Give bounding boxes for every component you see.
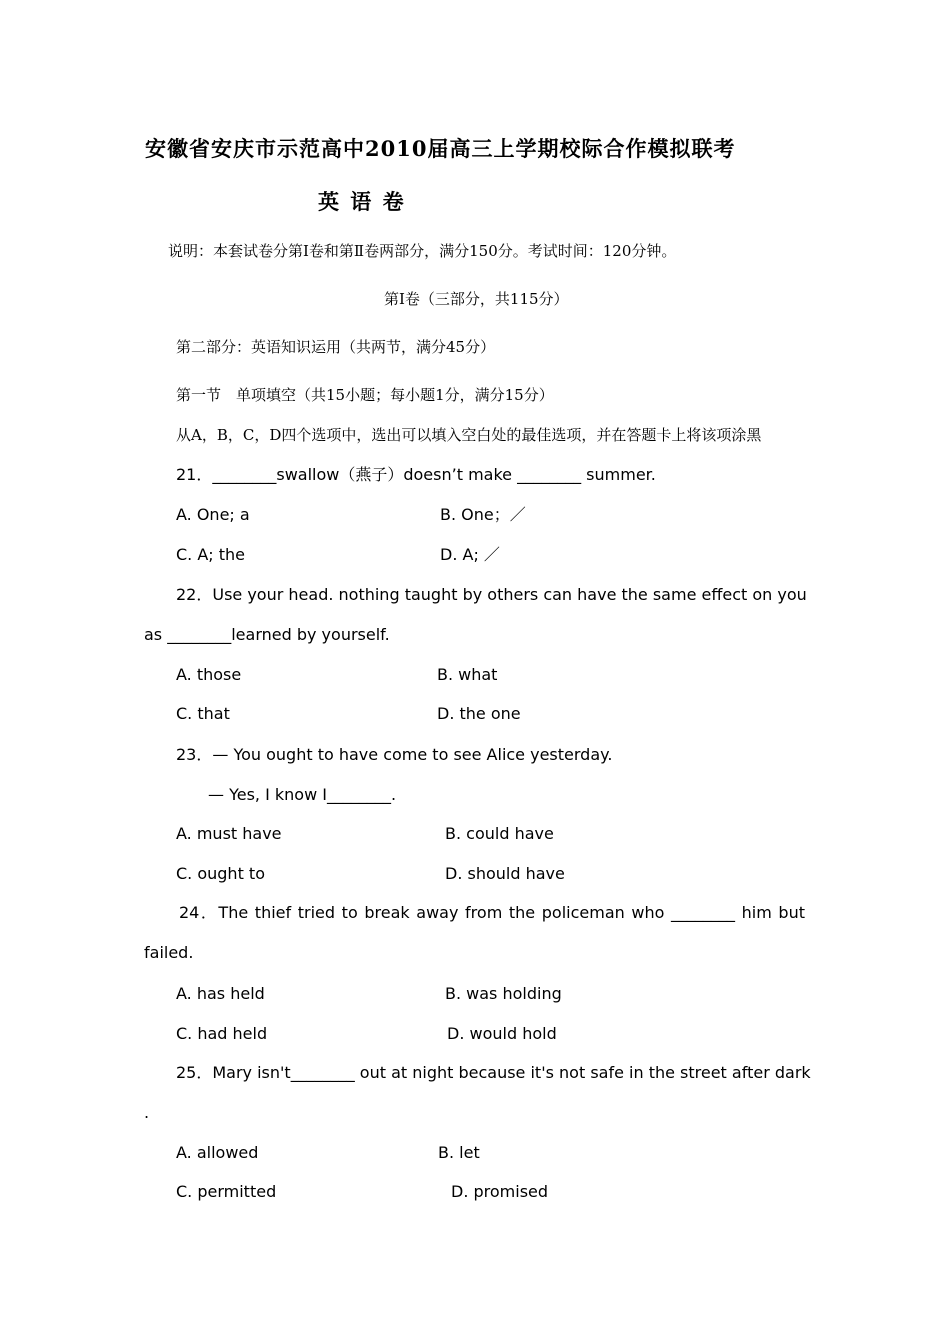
document-subtitle: 英 语 卷 [318, 189, 406, 214]
question-24-stem-line-2: failed. [144, 943, 194, 962]
exam-note: 说明：本套试卷分第Ⅰ卷和第Ⅱ卷两部分，满分150分。考试时间：120分钟。 [168, 242, 677, 260]
question-25-stem-line-1: 25．Mary isn't________ out at night because it's not safe in the street after dark [176, 1063, 811, 1082]
question-25-option-c: C. permitted [176, 1182, 277, 1201]
question-21-option-a: A. One; a [176, 505, 250, 524]
question-21-option-b: B. One；／ [440, 505, 526, 524]
document-title: 安徽省安庆市示范高中2010届高三上学期校际合作模拟联考 [145, 136, 736, 161]
question-21-stem: 21．________swallow（燕子）doesn’t make ________ summer. [176, 465, 656, 484]
question-22-option-c: C. that [176, 704, 230, 723]
section-heading: 第一节 单项填空（共15小题；每小题1分，满分15分） [176, 386, 554, 404]
question-23-option-c: C. ought to [176, 864, 265, 883]
question-25-stem-line-2: . [144, 1103, 150, 1122]
part-heading: 第二部分：英语知识运用（共两节，满分45分） [176, 338, 496, 356]
question-22-option-a: A. those [176, 665, 242, 684]
question-22-stem-line-1: 22．Use your head. nothing taught by others can have the same effect on you [176, 585, 807, 604]
volume-heading: 第Ⅰ卷（三部分，共115分） [384, 290, 569, 308]
question-22-option-b: B. what [437, 665, 498, 684]
question-23-stem-line-2: — Yes, I know I________. [208, 785, 397, 804]
question-21-option-c: C. A; the [176, 545, 246, 564]
question-21-option-d: D. A; ／ [440, 545, 500, 564]
question-23-option-a: A. must have [176, 824, 282, 843]
question-25-option-b: B. let [438, 1143, 480, 1162]
question-23-option-b: B. could have [445, 824, 554, 843]
question-24-option-c: C. had held [176, 1024, 268, 1043]
question-23-stem-line-1: 23．— You ought to have come to see Alice yesterday. [176, 745, 613, 764]
question-22-stem-line-2: as ________learned by yourself. [144, 625, 390, 644]
question-22-option-d: D. the one [437, 704, 521, 723]
question-24-option-b: B. was holding [445, 984, 562, 1003]
question-24-option-d: D. would hold [447, 1024, 557, 1043]
question-25-option-d: D. promised [451, 1182, 549, 1201]
question-23-option-d: D. should have [445, 864, 565, 883]
instruction-text: 从A，B，C，D四个选项中，选出可以填入空白处的最佳选项，并在答题卡上将该项涂黑 [176, 426, 762, 444]
question-24-option-a: A. has held [176, 984, 265, 1003]
question-25-option-a: A. allowed [176, 1143, 259, 1162]
question-24-stem-line-1: 24．The thief tried to break away from the policeman who ________ him but [179, 903, 805, 922]
